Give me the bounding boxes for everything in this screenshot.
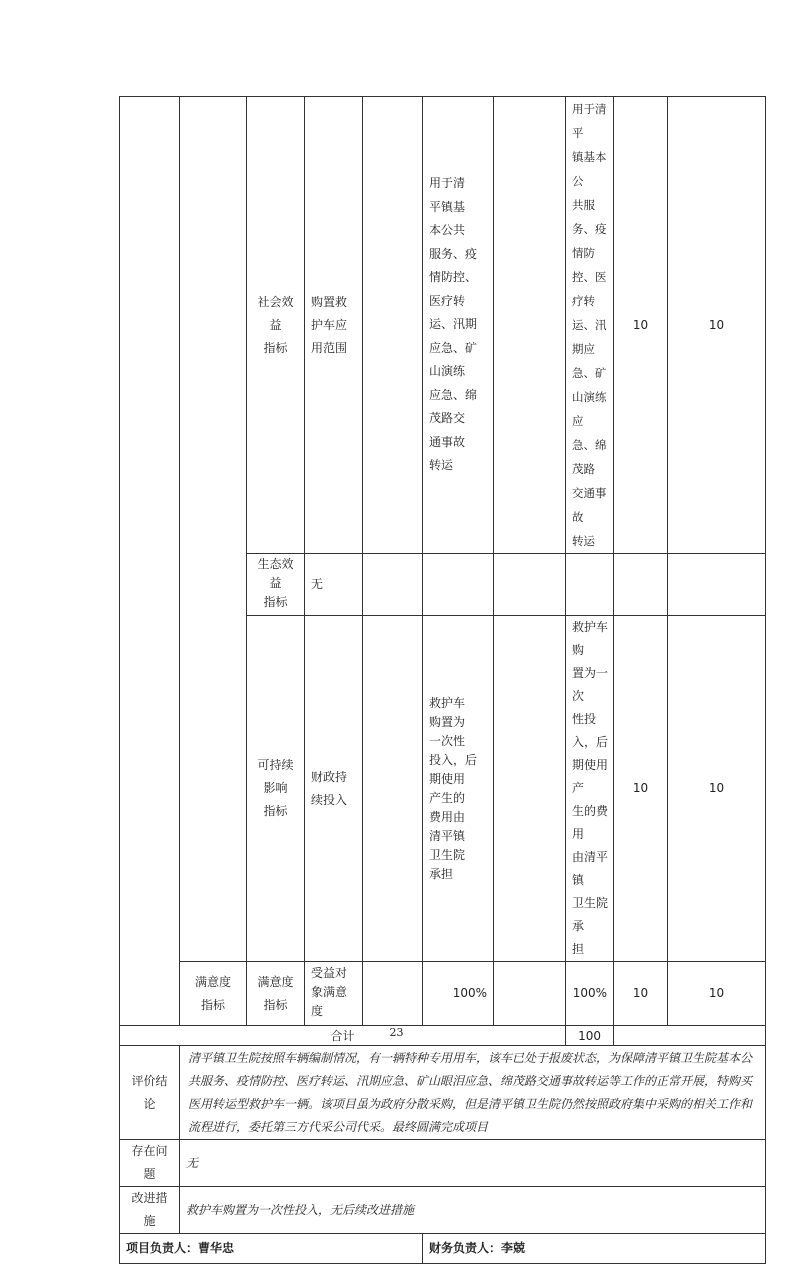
empty-cell (614, 554, 668, 616)
empty-cell (668, 554, 766, 616)
empty-cell (363, 97, 423, 554)
table-row (120, 962, 766, 1026)
empty-cell (494, 97, 566, 554)
empty-cell (494, 616, 566, 962)
category-cell: 满意度 指标 (247, 962, 305, 1026)
indicator-cell: 无 (305, 554, 363, 616)
weight-cell: 10 (614, 97, 668, 554)
empty-cell (494, 962, 566, 1026)
actual-value-cell: 用于清平 镇基本公 共服务、疫 情防控、医 疗转运、汛 期应急、矿 山演练应 急、绵茂路 交通事故 转运 (566, 97, 614, 554)
issues-label: 存在问 题 (120, 1140, 180, 1187)
evaluation-label: 评价结 论 (120, 1046, 180, 1140)
improve-text: 救护车购置为一次性投入，无后续改进措施 (180, 1187, 766, 1234)
total-label: 合计 (120, 1026, 566, 1046)
category-cell: 可持续 影响 指标 (247, 616, 305, 962)
empty-cell (363, 616, 423, 962)
evaluation-text: 清平镇卫生院按照车辆编制情况，有一辆特种专用用车，该车已处于报废状态，为保障清平镇卫生院基本公共服务、疫情防控、医疗转运、汛期应急、矿山眼泪应急、绵茂路交通事故转运等工作的正常开展，特购买医用转运型救护车一辆。该项目虽为政府分散采购，但是清平镇卫生院仍然按照政府集中采购的相关工作和流程进行，委托第三方代采公司代采。最终圆满完成项目 (180, 1046, 766, 1140)
target-value-cell: 100% (423, 962, 494, 1026)
improve-label: 改进措 施 (120, 1187, 180, 1234)
category-cell: 社会效 益 指标 (247, 97, 305, 554)
actual-value-cell: 救护车购 置为一次 性投入，后 期使用产 生的费用 由清平镇 卫生院承 担 (566, 616, 614, 962)
empty-cell (494, 554, 566, 616)
level1-category-cell (120, 97, 180, 1026)
target-value-cell: 用于清 平镇基 本公共 服务、疫 情防控、 医疗转 运、汛期 应急、矿 山演练 应急、绵 茂路交 通事故 转运 (423, 97, 494, 554)
satisfaction-group-cell: 满意度 指标 (180, 962, 247, 1026)
project-lead: 项目负责人：曹华忠 (120, 1234, 423, 1264)
performance-table (119, 96, 766, 1264)
indicator-cell: 受益对 象满意 度 (305, 962, 363, 1026)
indicator-cell: 购置救 护车应 用范围 (305, 97, 363, 554)
finance-lead: 财务负责人：李兢 (423, 1234, 766, 1264)
score-cell: 10 (668, 962, 766, 1026)
page-number: 23 (389, 1026, 404, 1039)
total-value: 100 (566, 1026, 614, 1046)
improve-row (120, 1187, 766, 1234)
category-cell: 生态效 益 指标 (247, 554, 305, 616)
score-cell: 10 (668, 97, 766, 554)
empty-cell (566, 554, 614, 616)
issues-text: 无 (180, 1140, 766, 1187)
signature-row (120, 1234, 766, 1264)
issues-row (120, 1140, 766, 1187)
weight-cell: 10 (614, 616, 668, 962)
indicator-cell: 财政持 续投入 (305, 616, 363, 962)
target-value-cell: 救护车 购置为 一次性 投入，后 期使用 产生的 费用由 清平镇 卫生院 承担 (423, 616, 494, 962)
empty-cell (363, 554, 423, 616)
level2-category-cell (180, 97, 247, 962)
empty-cell (363, 962, 423, 1026)
score-cell: 10 (668, 616, 766, 962)
evaluation-row (120, 1046, 766, 1140)
actual-value-cell: 100% (566, 962, 614, 1026)
weight-cell: 10 (614, 962, 668, 1026)
table-row (120, 97, 766, 554)
empty-cell (423, 554, 494, 616)
